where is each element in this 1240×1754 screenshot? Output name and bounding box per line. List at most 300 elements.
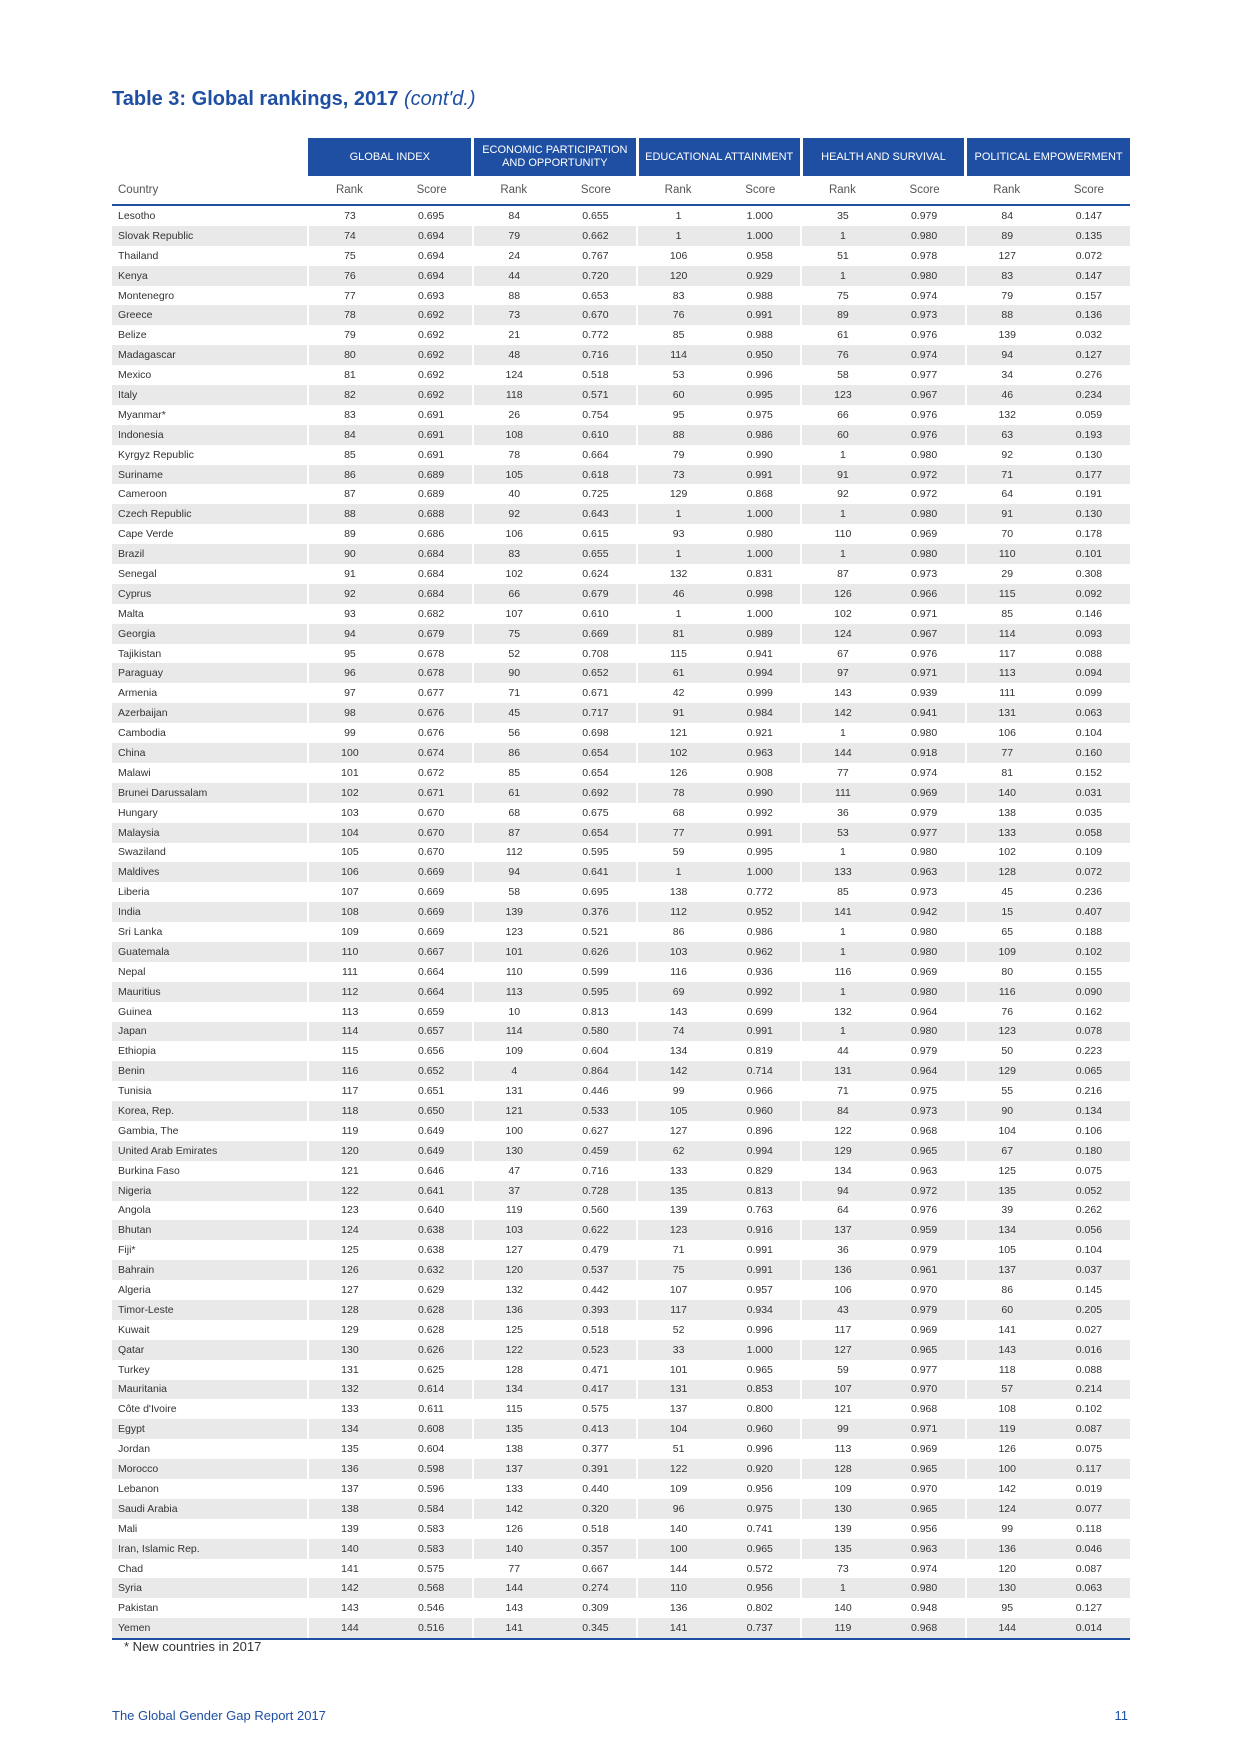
cell-political-score: 0.075 (1075, 1164, 1103, 1177)
cell-health-rank: 1 (801, 843, 883, 863)
cell-health-rank: 134 (801, 1161, 883, 1181)
cell-global-score: 0.583 (417, 1522, 445, 1535)
cell-economic-score: 0.377 (582, 1443, 609, 1456)
cell-political-score: 0.160 (1048, 743, 1130, 763)
cell-economic-score: 0.643 (555, 504, 637, 524)
cell-health-score: 0.956 (910, 1522, 938, 1535)
cell-political-rank: 116 (966, 982, 1048, 1002)
cell-country: Myanmar* (118, 408, 166, 421)
cell-global-rank: 85 (308, 445, 390, 465)
cell-education-rank: 69 (637, 982, 719, 1002)
cell-political-score: 0.152 (1075, 766, 1103, 779)
cell-global-score: 0.692 (417, 369, 445, 382)
cell-economic-score: 0.669 (555, 624, 637, 644)
cell-economic-rank: 84 (473, 205, 555, 226)
cell-economic-score: 0.440 (582, 1482, 609, 1495)
table-row (112, 1340, 1130, 1360)
header-blank (112, 138, 308, 176)
cell-political-rank: 77 (966, 743, 1048, 763)
cell-political-rank: 50 (966, 1041, 1048, 1061)
cell-economic-rank: 87 (473, 823, 555, 843)
cell-economic-score: 0.417 (555, 1380, 637, 1400)
cell-education-rank: 110 (637, 1578, 719, 1598)
cell-political-score: 0.037 (1048, 1260, 1130, 1280)
cell-education-rank: 59 (637, 843, 719, 863)
cell-economic-rank: 44 (473, 266, 555, 286)
cell-political-rank: 128 (966, 862, 1048, 882)
cell-global-score: 0.611 (418, 1403, 444, 1416)
cell-education-score: 0.965 (719, 1539, 801, 1559)
cell-political-score: 0.191 (1075, 488, 1103, 501)
table-row (112, 544, 1130, 564)
cell-education-rank: 99 (637, 1081, 719, 1101)
cell-education-score: 0.965 (746, 1363, 773, 1376)
cell-political-score: 0.117 (1048, 1459, 1130, 1479)
group-political: POLITICAL EMPOWERMENT (966, 138, 1130, 176)
cell-global-rank: 80 (308, 345, 390, 365)
cell-education-score: 0.831 (746, 567, 773, 580)
cell-economic-rank: 71 (473, 683, 555, 703)
cell-health-rank: 36 (801, 1240, 883, 1260)
cell-global-score: 0.604 (417, 1443, 445, 1456)
table-row (112, 604, 1130, 624)
cell-country: Georgia (112, 624, 308, 644)
cell-country: Brazil (112, 544, 308, 564)
cell-country: Malawi (118, 766, 151, 779)
cell-education-rank: 134 (637, 1041, 719, 1061)
table-row (112, 305, 1130, 325)
cell-health-rank: 91 (801, 465, 883, 485)
cell-education-score: 1.000 (719, 226, 801, 246)
cell-health-score: 0.969 (884, 783, 966, 803)
cell-global-score: 0.692 (417, 329, 445, 342)
cell-health-score: 0.977 (910, 1363, 938, 1376)
cell-economic-score: 0.615 (582, 528, 609, 541)
cell-health-rank: 1 (801, 982, 883, 1002)
cell-political-rank: 39 (966, 1201, 1048, 1221)
cell-education-rank: 85 (637, 325, 719, 345)
table-row (112, 1201, 1130, 1221)
cell-education-score: 0.992 (746, 806, 773, 819)
cell-global-score: 0.684 (391, 544, 473, 564)
table-row (112, 405, 1130, 425)
cell-education-rank: 96 (637, 1499, 719, 1519)
table-row (112, 624, 1130, 644)
cell-political-score: 0.087 (1075, 1562, 1103, 1575)
group-education: EDUCATIONAL ATTAINMENT (637, 138, 801, 176)
cell-political-score: 0.118 (1076, 1522, 1102, 1535)
cell-global-rank: 131 (308, 1360, 390, 1380)
cell-economic-rank: 124 (473, 365, 555, 385)
cell-global-rank: 97 (308, 683, 390, 703)
cell-economic-score: 0.618 (555, 465, 637, 485)
cell-economic-rank: 128 (473, 1360, 555, 1380)
table-row (112, 1439, 1130, 1459)
cell-country: Gambia, The (118, 1124, 179, 1137)
cell-economic-rank: 112 (473, 843, 555, 863)
cell-health-rank: 43 (801, 1300, 883, 1320)
cell-political-rank: 105 (966, 1240, 1048, 1260)
table-row (112, 1081, 1130, 1101)
cell-political-rank: 143 (966, 1340, 1048, 1360)
cell-economic-rank: 48 (473, 345, 555, 365)
cell-global-rank: 133 (308, 1399, 390, 1419)
cell-political-rank: 139 (966, 325, 1048, 345)
cell-economic-rank: 68 (473, 803, 555, 823)
cell-economic-rank: 121 (473, 1101, 555, 1121)
table-row (112, 703, 1130, 723)
cell-education-score: 0.956 (746, 1482, 773, 1495)
cell-global-rank: 111 (308, 962, 390, 982)
cell-economic-score: 0.580 (555, 1022, 637, 1042)
cell-health-rank: 51 (801, 246, 883, 266)
cell-education-rank: 51 (637, 1439, 719, 1459)
cell-political-score: 0.016 (1048, 1340, 1130, 1360)
cell-economic-rank: 108 (473, 425, 555, 445)
cell-education-score: 0.984 (719, 703, 801, 723)
cell-country: Kenya (112, 266, 308, 286)
cell-education-rank: 1 (637, 504, 719, 524)
cell-global-rank: 114 (308, 1022, 390, 1042)
cell-global-rank: 121 (308, 1161, 390, 1181)
cell-economic-rank: 83 (473, 544, 555, 564)
cell-health-score: 0.978 (910, 249, 938, 262)
table-row (112, 385, 1130, 405)
cell-health-rank: 122 (801, 1121, 883, 1141)
table-row (112, 1260, 1130, 1280)
cell-political-rank: 100 (966, 1459, 1048, 1479)
cell-education-score: 0.829 (746, 1164, 773, 1177)
cell-health-score: 0.974 (910, 1562, 938, 1575)
cell-health-score: 0.967 (884, 624, 966, 644)
cell-education-score: 0.986 (746, 926, 773, 938)
cell-political-rank: 126 (966, 1439, 1048, 1459)
cell-economic-score: 0.610 (555, 425, 637, 445)
cell-economic-score: 0.479 (582, 1244, 609, 1257)
cell-education-score: 0.813 (719, 1181, 801, 1201)
cell-global-score: 0.676 (417, 727, 445, 740)
cell-education-rank: 95 (637, 405, 719, 425)
cell-health-rank: 85 (801, 882, 883, 902)
cell-economic-score: 0.695 (582, 886, 609, 899)
cell-political-score: 0.101 (1048, 544, 1130, 564)
table-row (112, 922, 1130, 942)
cell-political-rank: 83 (966, 266, 1048, 286)
cell-global-score: 0.516 (391, 1618, 473, 1639)
cell-health-rank: 71 (801, 1081, 883, 1101)
cell-health-rank: 1 (801, 445, 883, 465)
cell-global-score: 0.688 (391, 504, 473, 524)
cell-education-rank: 114 (637, 345, 719, 365)
cell-health-score: 0.976 (910, 329, 938, 342)
cell-political-score: 0.407 (1048, 902, 1130, 922)
cell-global-score: 0.694 (417, 249, 445, 262)
cell-political-rank: 104 (966, 1121, 1048, 1141)
cell-global-rank: 100 (308, 743, 390, 763)
cell-health-rank: 77 (801, 763, 883, 783)
cell-economic-score: 0.571 (555, 385, 637, 405)
table-row (112, 564, 1130, 584)
cell-global-rank: 112 (308, 982, 390, 1002)
cell-health-rank: 1 (801, 1022, 883, 1042)
cell-political-rank: 70 (966, 524, 1048, 544)
table-row (112, 365, 1130, 385)
cell-global-score: 0.650 (391, 1101, 473, 1121)
cell-economic-score: 0.720 (555, 266, 637, 286)
table-row (112, 743, 1130, 763)
cell-health-score: 0.965 (884, 1141, 966, 1161)
cell-health-score: 0.980 (884, 504, 966, 524)
cell-political-score: 0.094 (1048, 663, 1130, 683)
cell-political-score: 0.035 (1075, 806, 1103, 819)
cell-global-score: 0.638 (417, 1244, 445, 1257)
table-row (112, 1360, 1130, 1380)
table-row (112, 266, 1130, 286)
cell-economic-rank: 126 (473, 1519, 555, 1539)
cell-global-rank: 87 (308, 484, 390, 504)
cell-education-rank: 76 (637, 305, 719, 325)
table-row (112, 226, 1130, 246)
cell-political-rank: 63 (966, 425, 1048, 445)
cell-political-rank: 45 (966, 882, 1048, 902)
cell-education-rank: 137 (637, 1399, 719, 1419)
cell-global-rank: 101 (308, 763, 390, 783)
cell-global-score: 0.649 (391, 1141, 473, 1161)
cell-education-score: 0.963 (719, 743, 801, 763)
cell-political-rank: 76 (966, 1002, 1048, 1022)
cell-country: Maldives (112, 862, 308, 882)
cell-economic-score: 0.393 (555, 1300, 637, 1320)
cell-economic-score: 0.610 (582, 607, 609, 620)
cell-health-score: 0.965 (884, 1499, 966, 1519)
cell-education-rank: 101 (637, 1360, 719, 1380)
cell-economic-rank: 100 (473, 1121, 555, 1141)
cell-economic-rank: 26 (473, 405, 555, 425)
cell-economic-score: 0.560 (582, 1204, 609, 1217)
cell-education-rank: 131 (637, 1380, 719, 1400)
cell-country: Japan (112, 1022, 308, 1042)
cell-global-rank: 79 (308, 325, 390, 345)
cell-political-score: 0.193 (1048, 425, 1130, 445)
cell-country: Lebanon (118, 1482, 159, 1495)
cell-political-rank: 131 (966, 703, 1048, 723)
cell-global-rank: 113 (308, 1002, 390, 1022)
cell-education-score: 0.819 (746, 1045, 773, 1058)
cell-health-score: 0.948 (910, 1602, 938, 1615)
cell-health-score: 0.980 (884, 226, 966, 246)
cell-health-score: 0.980 (910, 727, 938, 740)
cell-economic-rank: 37 (473, 1181, 555, 1201)
cell-health-score: 0.968 (910, 1403, 938, 1416)
cell-global-score: 0.669 (417, 886, 445, 899)
cell-health-score: 0.966 (884, 584, 966, 604)
cell-health-score: 0.974 (910, 289, 938, 302)
cell-global-rank: 136 (308, 1459, 390, 1479)
cell-political-score: 0.092 (1048, 584, 1130, 604)
cell-education-score: 0.995 (746, 846, 773, 859)
cell-health-rank: 60 (801, 425, 883, 445)
cell-country: Cameroon (118, 488, 168, 501)
cell-economic-score: 0.664 (582, 448, 609, 461)
cell-education-score: 0.952 (719, 902, 801, 922)
cell-health-score: 0.971 (910, 607, 938, 620)
cell-education-rank: 88 (637, 425, 719, 445)
cell-global-rank: 141 (308, 1559, 390, 1579)
cell-country: Armenia (118, 687, 158, 700)
cell-country: Guinea (118, 1005, 152, 1018)
table-row (112, 1598, 1130, 1618)
cell-health-rank: 44 (801, 1041, 883, 1061)
cell-political-score: 0.234 (1048, 385, 1130, 405)
cell-economic-rank: 136 (473, 1300, 555, 1320)
cell-global-rank: 119 (308, 1121, 390, 1141)
cell-global-score: 0.657 (391, 1022, 473, 1042)
cell-health-score: 0.980 (910, 448, 938, 461)
cell-economic-rank: 110 (473, 962, 555, 982)
cell-economic-score: 0.320 (555, 1499, 637, 1519)
cell-health-rank: 67 (801, 644, 883, 664)
cell-health-rank: 144 (801, 743, 883, 763)
cell-country: Tajikistan (118, 647, 162, 660)
cell-political-score: 0.180 (1048, 1141, 1130, 1161)
cell-education-rank: 33 (637, 1340, 719, 1360)
cell-economic-score: 0.653 (582, 289, 609, 302)
cell-economic-rank: 92 (473, 504, 555, 524)
cell-political-score: 0.065 (1048, 1061, 1130, 1081)
cell-political-score: 0.102 (1075, 1403, 1103, 1416)
cell-political-score: 0.276 (1075, 369, 1103, 382)
cell-economic-score: 0.533 (555, 1101, 637, 1121)
cell-global-rank: 120 (308, 1141, 390, 1161)
table-row (112, 1022, 1130, 1042)
cell-economic-score: 0.624 (582, 567, 609, 580)
cell-economic-rank: 102 (473, 564, 555, 584)
cell-economic-rank: 144 (473, 1578, 555, 1598)
cell-country: Cambodia (118, 727, 166, 740)
group-global-index: GLOBAL INDEX (308, 138, 472, 176)
cell-economic-rank: 101 (473, 942, 555, 962)
cell-economic-rank: 113 (473, 982, 555, 1002)
cell-global-rank: 106 (308, 862, 390, 882)
cell-education-rank: 42 (637, 683, 719, 703)
cell-political-score: 0.058 (1048, 823, 1130, 843)
cell-country: Hungary (118, 806, 158, 819)
cell-health-score: 0.968 (884, 1618, 966, 1639)
cell-education-score: 1.000 (746, 607, 773, 620)
cell-education-rank: 1 (637, 604, 719, 624)
cell-economic-score: 0.655 (555, 544, 637, 564)
cell-country: Slovak Republic (112, 226, 308, 246)
cell-education-score: 0.737 (719, 1618, 801, 1639)
cell-economic-rank: 132 (473, 1280, 555, 1300)
cell-political-score: 0.135 (1048, 226, 1130, 246)
cell-country: Iran, Islamic Rep. (112, 1539, 308, 1559)
cell-country: Belize (118, 329, 147, 342)
table-row (112, 663, 1130, 683)
cell-health-rank: 66 (801, 405, 883, 425)
cell-global-score: 0.674 (391, 743, 473, 763)
cell-education-rank: 112 (637, 902, 719, 922)
cell-health-rank: 89 (801, 305, 883, 325)
cell-health-rank: 1 (801, 266, 883, 286)
cell-education-score: 0.999 (746, 687, 773, 700)
cell-health-rank: 132 (801, 1002, 883, 1022)
cell-political-rank: 133 (966, 823, 1048, 843)
cell-country: Morocco (112, 1459, 308, 1479)
cell-political-rank: 91 (966, 504, 1048, 524)
cell-economic-score: 0.864 (555, 1061, 637, 1081)
cell-political-rank: 86 (966, 1280, 1048, 1300)
cell-economic-rank: 138 (473, 1439, 555, 1459)
cell-education-score: 0.800 (746, 1403, 773, 1416)
cell-health-score: 0.979 (884, 1300, 966, 1320)
cell-economic-rank: 130 (473, 1141, 555, 1161)
cell-economic-score: 0.667 (582, 1562, 609, 1575)
cell-education-rank: 132 (637, 564, 719, 584)
cell-education-score: 1.000 (719, 504, 801, 524)
cell-economic-rank: 139 (473, 902, 555, 922)
cell-political-score: 0.147 (1048, 266, 1130, 286)
column-rank: Rank (637, 176, 719, 205)
cell-education-rank: 81 (637, 624, 719, 644)
cell-health-score: 0.973 (910, 567, 938, 580)
cell-health-rank: 94 (801, 1181, 883, 1201)
table-row (112, 942, 1130, 962)
cell-education-score: 0.990 (746, 448, 773, 461)
cell-global-score: 0.649 (417, 1124, 445, 1137)
table-row (112, 1380, 1130, 1400)
cell-global-score: 0.691 (417, 408, 445, 421)
cell-economic-score: 0.652 (555, 663, 637, 683)
cell-health-score: 0.969 (910, 965, 938, 978)
cell-country: Greece (112, 305, 308, 325)
cell-global-rank: 104 (308, 823, 390, 843)
cell-global-rank: 91 (308, 564, 390, 584)
cell-education-score: 0.956 (719, 1578, 801, 1598)
cell-global-rank: 102 (308, 783, 390, 803)
cell-country: Liberia (118, 886, 150, 899)
cell-global-rank: 76 (308, 266, 390, 286)
cell-health-score: 0.969 (910, 528, 938, 541)
cell-country: Bahrain (112, 1260, 308, 1280)
cell-education-rank: 109 (637, 1479, 719, 1499)
cell-country: Madagascar (112, 345, 308, 365)
cell-political-score: 0.014 (1048, 1618, 1130, 1639)
cell-economic-score: 0.655 (582, 209, 609, 222)
cell-education-score: 0.996 (746, 369, 773, 382)
cell-health-score: 0.970 (884, 1380, 966, 1400)
cell-political-score: 0.130 (1048, 504, 1130, 524)
cell-health-rank: 1 (801, 544, 883, 564)
cell-economic-rank: 88 (473, 286, 555, 306)
cell-education-rank: 105 (637, 1101, 719, 1121)
cell-economic-rank: 143 (473, 1598, 555, 1618)
cell-global-rank: 99 (308, 723, 390, 743)
cell-global-score: 0.677 (417, 687, 445, 700)
cell-political-rank: 92 (966, 445, 1048, 465)
cell-economic-rank: 52 (473, 644, 555, 664)
cell-economic-score: 0.274 (555, 1578, 637, 1598)
table-row (112, 982, 1130, 1002)
cell-health-rank: 127 (801, 1340, 883, 1360)
cell-health-score: 0.979 (910, 806, 938, 819)
cell-global-rank: 137 (308, 1479, 390, 1499)
cell-education-score: 0.980 (746, 528, 773, 541)
cell-education-score: 0.572 (746, 1562, 773, 1575)
cell-political-rank: 140 (966, 783, 1048, 803)
cell-country: Côte d'Ivoire (118, 1403, 177, 1416)
cell-political-score: 0.093 (1048, 624, 1130, 644)
